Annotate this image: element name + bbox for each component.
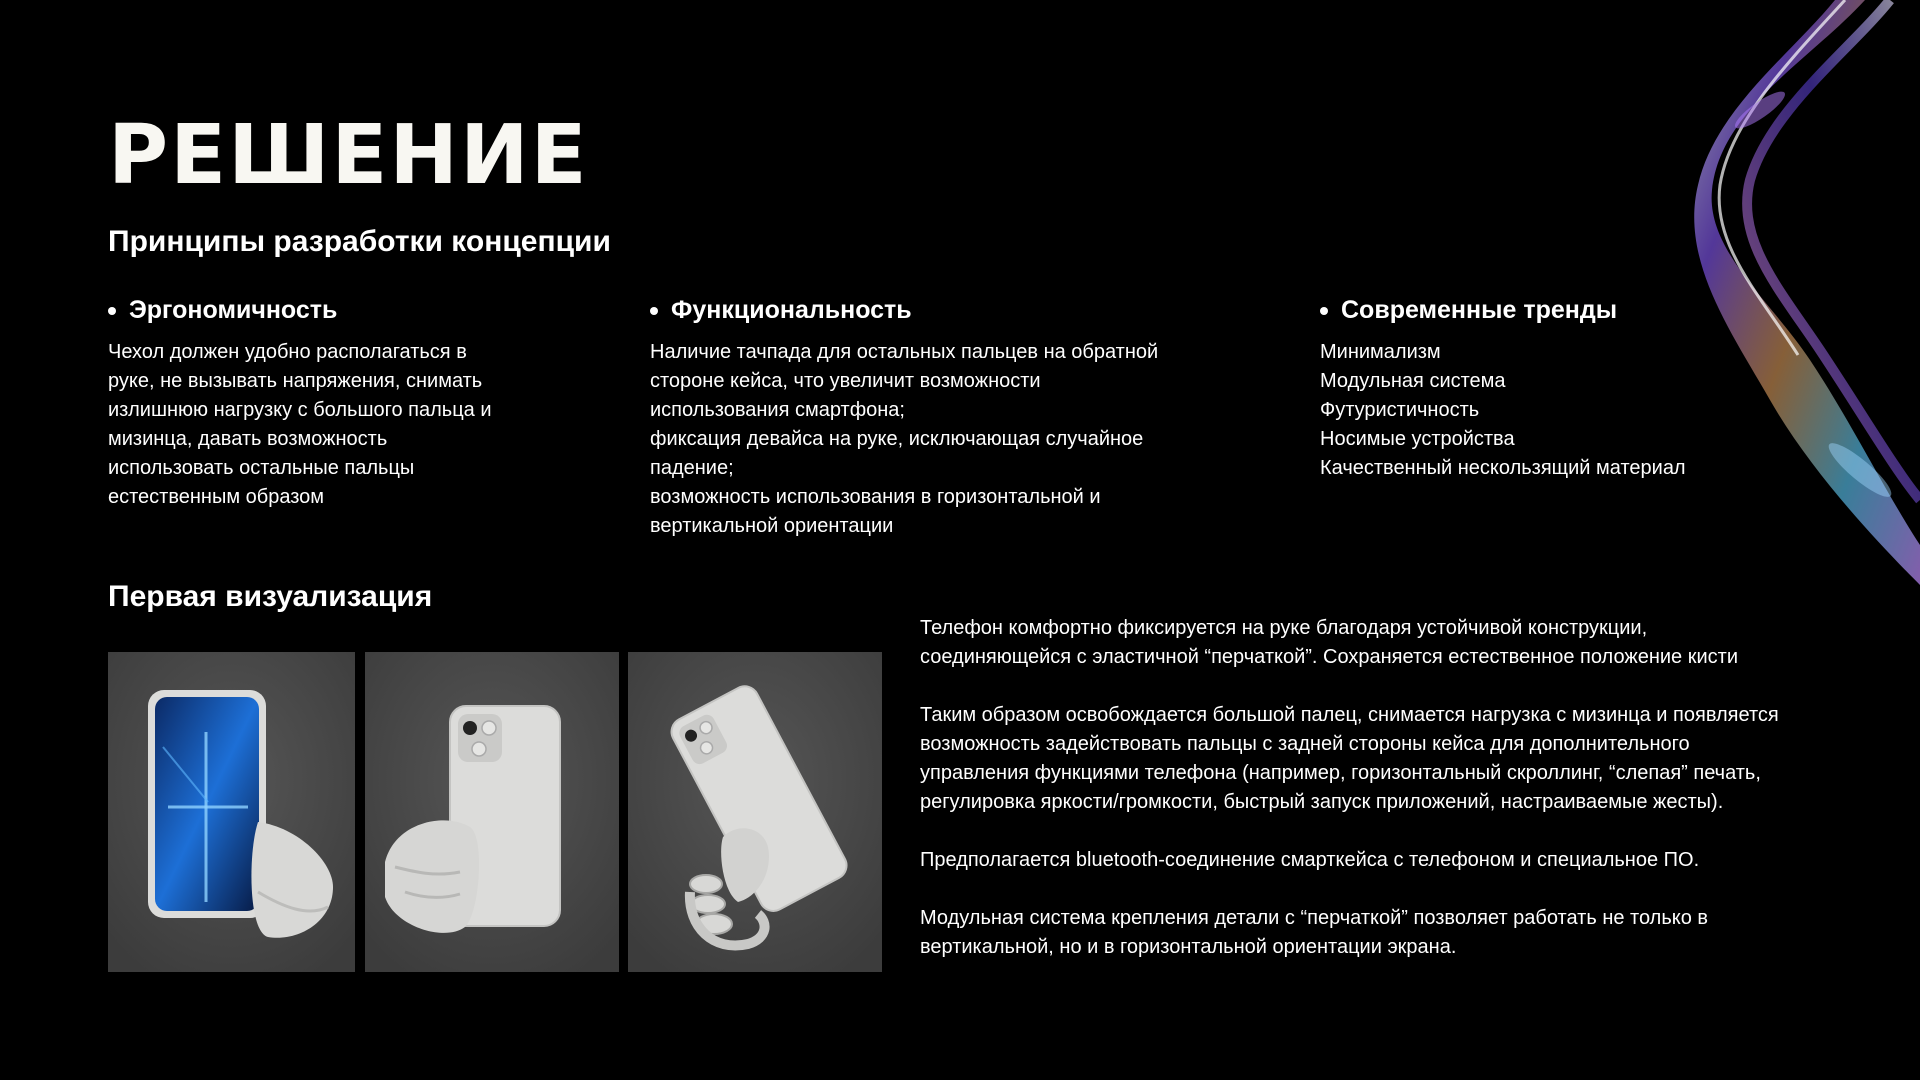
principle-text: Минимализм Модульная система Футуристичность Носимые устройства Качественный нескользящий материал bbox=[1320, 341, 1686, 479]
principle-column-functionality bbox=[650, 296, 1210, 541]
principle-text: Чехол должен удобно располагаться в руке, не вызывать напряжения, снимать излишнюю нагрузку с большого пальца и мизинца, давать возможность использовать остальные пальцы естественным образом bbox=[108, 341, 492, 508]
description-paragraph: Таким образом освобождается большой палец, снимается нагрузка с мизинца и появляется возможность задействовать пальцы с задней стороны кейса для дополнительного управления функциями телефона (например, горизонтальный скроллинг, “слепая” печать, регулировка яркости/громкости, быстрый запуск приложений, настраиваемые жесты). bbox=[920, 704, 1779, 813]
principle-column-ergonomics bbox=[108, 296, 588, 512]
principle-column-trends bbox=[1320, 296, 1760, 483]
principles-heading: Принципы разработки концепции bbox=[108, 225, 611, 258]
principle-heading: Функциональность bbox=[628, 296, 1210, 325]
visualization-description bbox=[920, 614, 1880, 962]
render-side-view bbox=[628, 652, 882, 972]
principle-heading: Эргономичность bbox=[86, 296, 588, 325]
bullet-icon bbox=[650, 307, 658, 315]
page-title: РЕШЕНИЕ bbox=[108, 108, 589, 203]
render-front-view bbox=[108, 652, 355, 972]
description-paragraph: Модульная система крепления детали с “перчаткой” позволяет работать не только в вертикальной, но и в горизонтальной ориентации экрана. bbox=[920, 907, 1709, 958]
visualization-heading: Первая визуализация bbox=[108, 580, 433, 613]
principle-heading: Современные тренды bbox=[1298, 296, 1760, 325]
bullet-icon bbox=[108, 307, 116, 315]
description-paragraph: Предполагается bluetooth-соединение смарткейса с телефоном и специальное ПО. bbox=[920, 849, 1700, 871]
bullet-icon bbox=[1320, 307, 1328, 315]
principle-text: Наличие тачпада для остальных пальцев на обратной стороне кейса, что увеличит возможности использования смартфона; фиксация девайса на руке, исключающая случайное падение; возможность использования в горизонтальной и вертикальной ориентации bbox=[650, 341, 1159, 537]
render-back-view bbox=[365, 652, 619, 972]
iridescent-ribbon-decoration bbox=[1620, 0, 1920, 590]
description-paragraph: Телефон комфортно фиксируется на руке благодаря устойчивой конструкции, соединяющейся с эластичной “перчаткой”. Сохраняется естественное положение кисти bbox=[920, 617, 1738, 668]
